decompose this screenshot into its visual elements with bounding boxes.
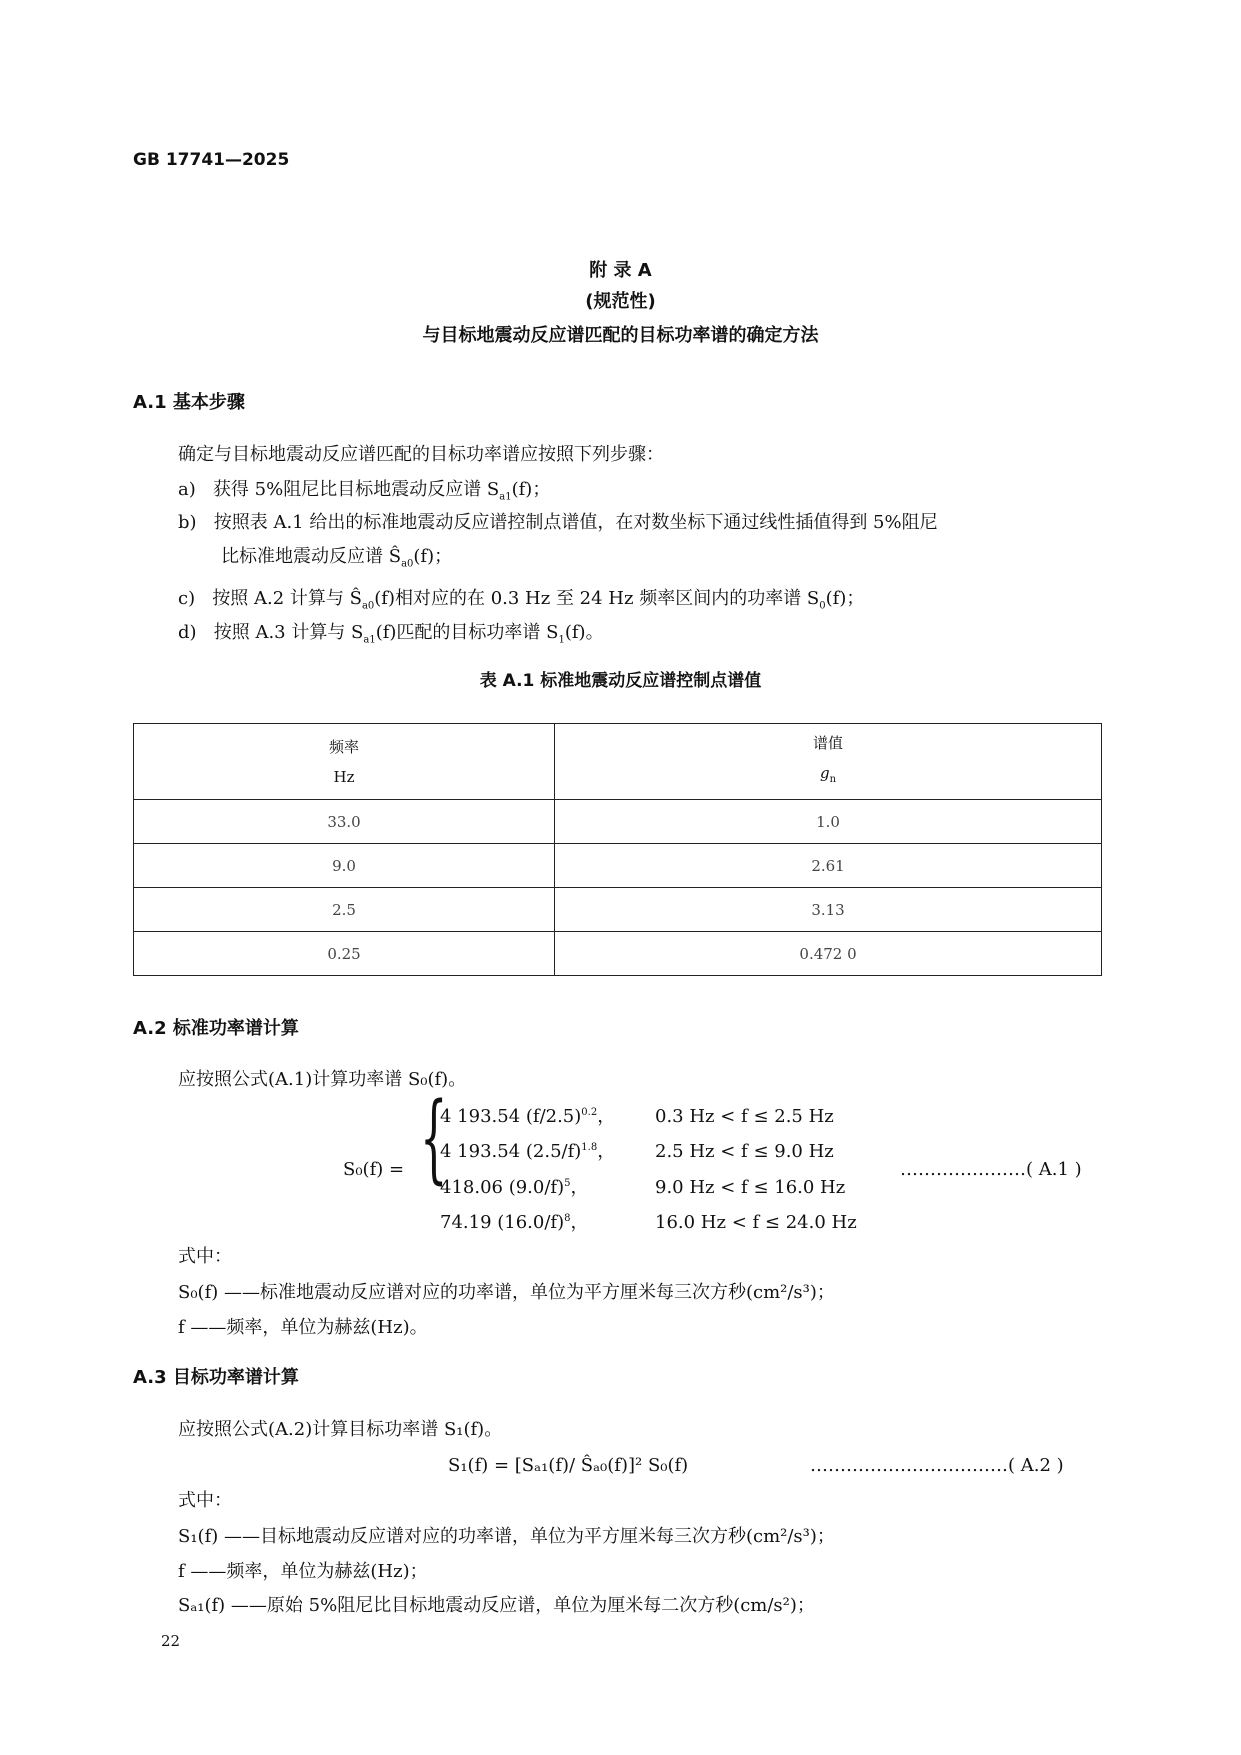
standard-number: GB 17741—2025 [133, 150, 290, 170]
case: 4 193.54 $(f/2.5)^{0.2}$， [440, 1106, 616, 1127]
case-range: 0.3 Hz < f ≤ 2.5 Hz [655, 1106, 834, 1127]
case-range: 2.5 Hz < f ≤ 9.0 Hz [655, 1141, 834, 1162]
control-point-table [133, 723, 1102, 976]
marker: c) [178, 588, 196, 609]
table-row: 2.5 3.13 [134, 888, 1102, 932]
formula-a2: S₁(f) = [Sₐ₁(f)/ Ŝₐ₀(f)]² S₀(f) [448, 1455, 689, 1476]
text: (f)； [413, 546, 453, 567]
text: (f)； [511, 479, 551, 500]
subscript: a0 [361, 600, 375, 612]
equation-number: ……………………………( A.2 ) [810, 1455, 1064, 1476]
text: (f)匹配的目标功率谱 S [375, 622, 559, 643]
definition: Sₐ₁(f) ——原始 5%阻尼比目标地震动反应谱，单位为厘米每二次方秒(cm/s²)； [178, 1595, 815, 1616]
marker: b) [178, 512, 197, 533]
table-row: 9.0 2.61 [134, 844, 1102, 888]
subscript: 0 [819, 600, 826, 612]
case-range: 9.0 Hz < f ≤ 16.0 Hz [655, 1177, 846, 1198]
appendix-title: 与目标地震动反应谱匹配的目标功率谱的确定方法 [422, 325, 819, 346]
header-value: 谱值 $g_n$ [555, 724, 1102, 800]
section-a3-heading: A.3 目标功率谱计算 [133, 1367, 299, 1388]
equation-number: …………………( A.1 ) [900, 1159, 1082, 1180]
subscript: a1 [499, 491, 512, 503]
definition: f ——频率，单位为赫兹(Hz)。 [178, 1317, 428, 1338]
case: 74.19 $(16.0/f)^8$， [440, 1212, 589, 1233]
case: 4 193.54 $(2.5/f)^{1.8}$， [440, 1141, 616, 1162]
subscript: a1 [363, 634, 376, 646]
step-b-cont [221, 548, 452, 570]
text: (f)； [825, 588, 865, 609]
text: 获得 5%阻尼比目标地震动反应谱 S [212, 479, 500, 500]
subscript: 1 [558, 634, 565, 646]
text: 比标准地震动反应谱 Ŝ [221, 546, 402, 567]
header-frequency: 频率 Hz [134, 724, 555, 800]
page-number: 22 [161, 1632, 181, 1650]
a1-intro: 确定与目标地震动反应谱匹配的目标功率谱应按照下列步骤： [178, 444, 664, 465]
appendix-label: 附 录 A [589, 260, 652, 281]
table-header-row [134, 724, 1102, 800]
marker: d) [178, 622, 197, 643]
text: 按照 A.2 计算与 Ŝ [212, 588, 362, 609]
case-range: 16.0 Hz < f ≤ 24.0 Hz [655, 1212, 857, 1233]
marker: a) [178, 479, 196, 500]
table-title: 表 A.1 标准地震动反应谱控制点谱值 [479, 671, 762, 691]
definition: f ——频率，单位为赫兹(Hz)； [178, 1561, 428, 1582]
text: 按照表 A.1 给出的标准地震动反应谱控制点谱值，在对数坐标下通过线性插值得到 5%阻尼 [213, 512, 938, 533]
step-c [178, 590, 864, 612]
table-row: 0.25 0.472 0 [134, 932, 1102, 976]
step-a [178, 481, 550, 503]
definition: S₁(f) ——目标地震动反应谱对应的功率谱，单位为平方厘米每三次方秒(cm²/s³)； [178, 1526, 835, 1547]
a3-intro: 应按照公式(A.2)计算目标功率谱 S₁(f)。 [178, 1419, 503, 1440]
text: (f)。 [564, 622, 604, 643]
step-d [178, 624, 604, 646]
definition: S₀(f) ——标准地震动反应谱对应的功率谱，单位为平方厘米每三次方秒(cm²/s³)； [178, 1282, 835, 1303]
where-label: 式中： [178, 1246, 232, 1267]
step-b [178, 514, 938, 532]
brace: { [420, 1082, 448, 1194]
text: 按照 A.3 计算与 S [213, 622, 364, 643]
section-a1-heading: A.1 基本步骤 [133, 392, 245, 413]
case: 418.06 $(9.0/f)^5$， [440, 1177, 589, 1198]
text: (f)相对应的在 0.3 Hz 至 24 Hz 频率区间内的功率谱 S [374, 588, 820, 609]
appendix-type: (规范性) [585, 291, 656, 312]
formula-a1-lhs: S₀(f) = [343, 1159, 405, 1180]
subscript: a0 [401, 558, 414, 570]
a2-intro: 应按照公式(A.1)计算功率谱 S₀(f)。 [178, 1069, 467, 1090]
where-label: 式中： [178, 1490, 232, 1511]
section-a2-heading: A.2 标准功率谱计算 [133, 1018, 299, 1039]
table-row: 33.0 1.0 [134, 800, 1102, 844]
